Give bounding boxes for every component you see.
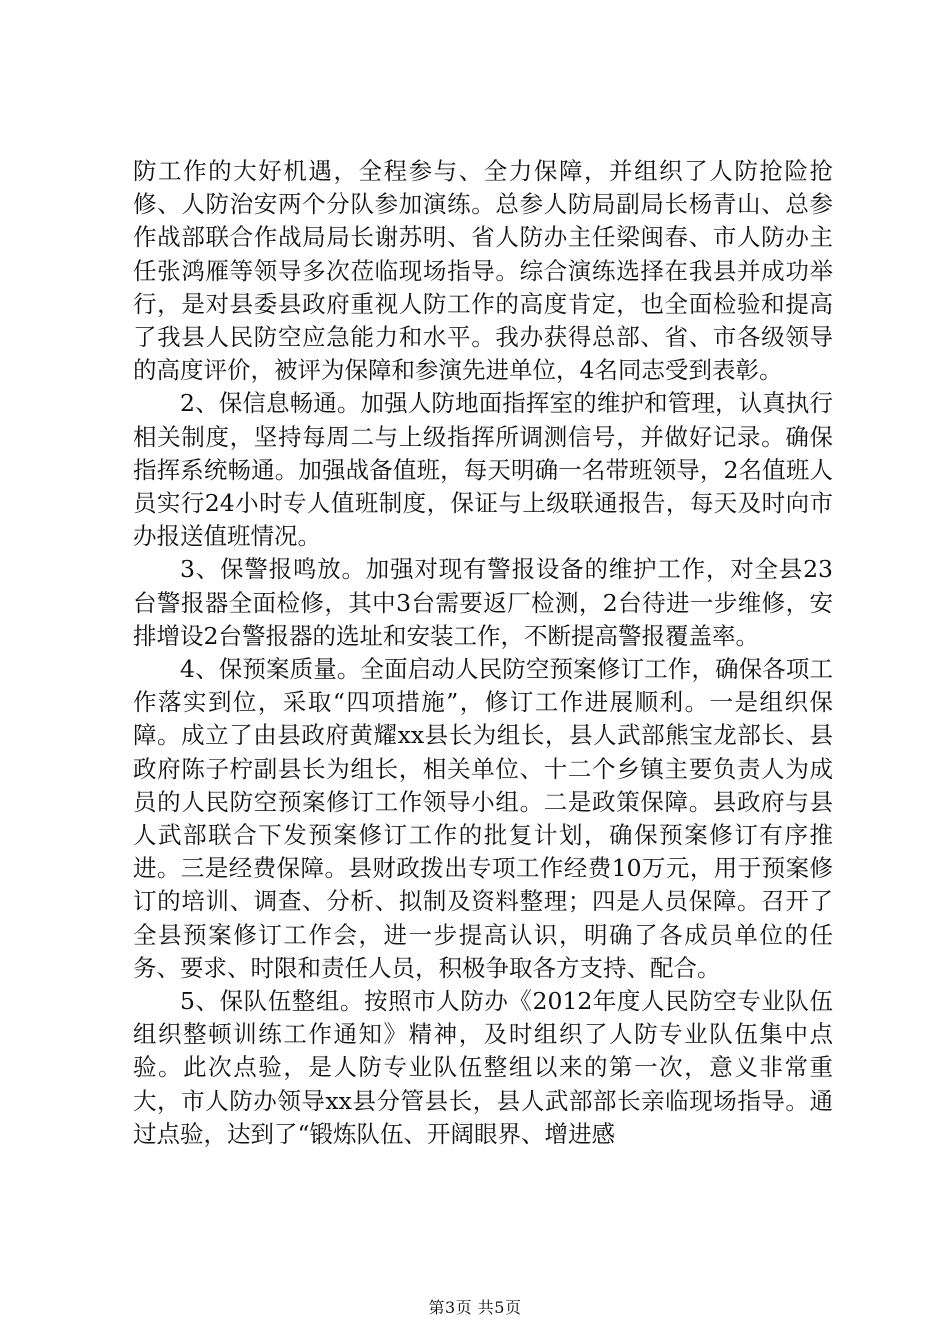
paragraph-item-5: 5、保队伍整组。按照市人防办《2012年度人民防空专业队伍组织整顿训练工作通知》精神，及时组织了人防专业队伍集中点验。此次点验，是人防专业队伍整组以来的第一次，意义非常重大，市人防办领导xx县分管县长，县人武部部长亲临现场指导。通过点验，达到了“锻炼队伍、开阔眼界、增进感 (133, 987, 833, 1148)
paragraph-item-4: 4、保预案质量。全面启动人民防空预案修订工作，确保各项工作落实到位，采取“四项措施”，修订工作进展顺利。一是组织保障。成立了由县政府黄耀xx县长为组长，县人武部熊宝龙部长、县政府陈子柠副县长为组长，相关单位、十二个乡镇主要负责人为成员的人民防空预案修订工作领导小组。二是政策保障。县政府与县人武部联合下发预案修订工作的批复计划，确保预案修订有序推进。三是经费保障。县财政拨出专项工作经费10万元，用于预案修订的培训、调查、分析、拟制及资料整理；四是人员保障。召开了全县预案修订工作会，进一步提高认识，明确了各成员单位的任务、要求、时限和责任人员，积极争取各方支持、配合。 (133, 655, 833, 982)
document-body (133, 155, 833, 1151)
paragraph-continuation: 防工作的大好机遇，全程参与、全力保障，并组织了人防抢险抢修、人防治安两个分队参加演练。总参人防局副局长杨青山、总参作战部联合作战局局长谢苏明、省人防办主任梁闽春、市人防办主任张鸿雁等领导多次莅临现场指导。综合演练选择在我县并成功举行，是对县委县政府重视人防工作的高度肯定，也全面检验和提高了我县人民防空应急能力和水平。我办获得总部、省、市各级领导的高度评价，被评为保障和参演先进单位，4名同志受到表彰。 (133, 157, 833, 385)
page-footer: 第3页 共5页 (428, 1298, 522, 1317)
paragraph-item-3: 3、保警报鸣放。加强对现有警报设备的维护工作，对全县23台警报器全面检修，其中3台需要返厂检测，2台待进一步维修，安排增设2台警报器的选址和安装工作，不断提高警报覆盖率。 (133, 555, 833, 650)
paragraph-item-2: 2、保信息畅通。加强人防地面指挥室的维护和管理，认真执行相关制度，坚持每周二与上级指挥所调测信号，并做好记录。确保指挥系统畅通。加强战备值班，每天明确一名带班领导，2名值班人员实行24小时专人值班制度，保证与上级联通报告，每天及时向市办报送值班情况。 (133, 389, 833, 551)
